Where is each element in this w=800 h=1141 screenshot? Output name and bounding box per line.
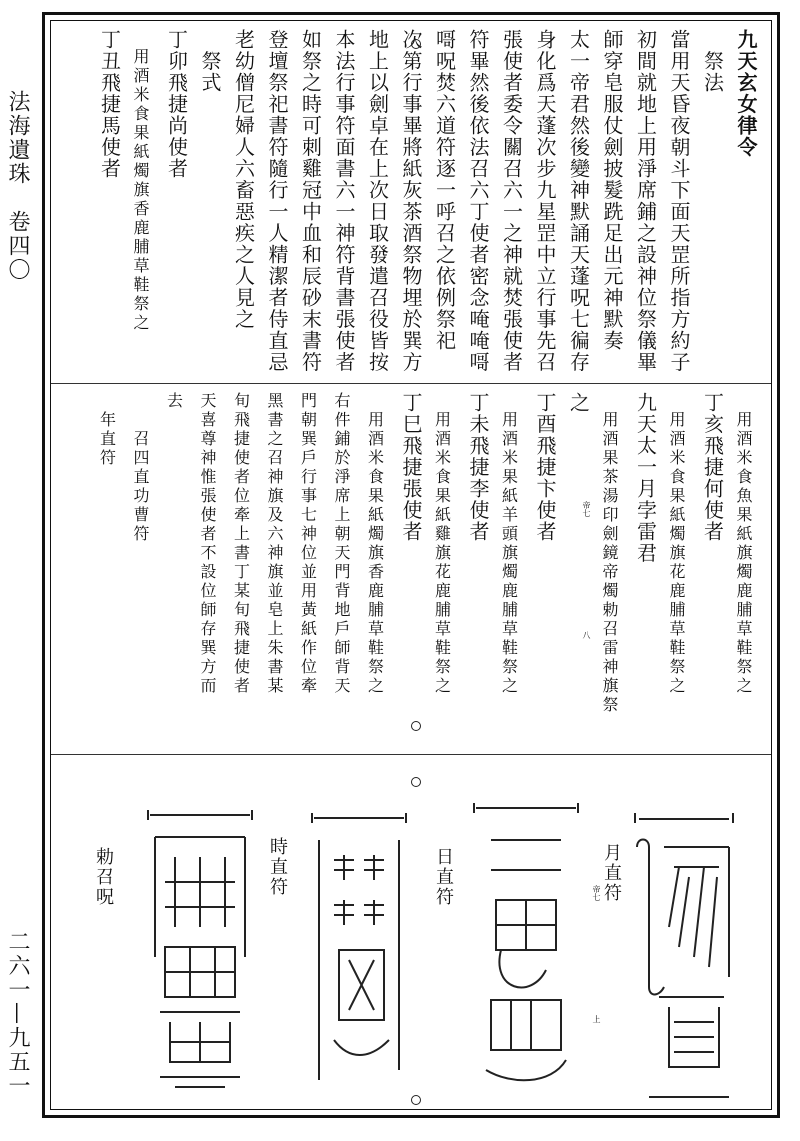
month-talisman-icon [629,807,739,1107]
section-rites [51,21,771,383]
text-column: 用酒米食果紙雞旗花鹿脯草鞋祭之 [432,392,452,696]
text-column: 如祭之時可刺雞冠中血和辰砂末書符 [298,29,323,373]
text-column: 丁卯飛捷尚使者 [164,29,189,180]
text-column: 用酒米食果紙燭旗香鹿脯草鞋祭之 [365,392,385,696]
text-column: 之 [566,392,591,414]
text-column: 用酒果茶湯印劍鏡帝燭勅召雷神旗祭 [600,392,619,715]
section-talismans [51,755,771,1115]
text-column: 丁未飛捷李使者 [466,392,490,543]
text-column: 祭式 [198,29,222,94]
text-column: 符畢然後依法召六丁使者密念唵唵𠹭 [466,29,490,373]
page-frame [42,12,780,1118]
text-column: 登壇祭祀書符隨行一人精潔者侍直忌 [265,29,289,373]
section-offerings [51,384,771,754]
text-column: 九天玄女律令 [734,29,758,158]
text-column: 師穿皂服仗劍披髮跣足出元神默奏 [600,29,624,352]
hour-talisman-icon [309,810,409,1090]
circle-mark [411,1095,421,1105]
text-column: 召四直功曹符 [131,392,150,544]
text-column: 旬飛捷使者位牽上書丁某旬飛捷使者 [231,392,251,696]
text-column: 門朝巽戶行事七神位並用黃紙作位牽 [298,392,318,696]
text-column: 張使者委令關召六一之神就焚張使者 [499,29,524,373]
small-mark: 帝七 [592,885,601,901]
text-column: 丁丑飛捷馬使者 [97,29,122,180]
text-column: 次第行事畢將紙灰茶酒祭物埋於巽方 [399,29,423,373]
page-frame-inner [50,20,772,1110]
text-column: 老幼僧尼婦人六畜惡疾之人見之 [231,29,256,330]
text-column: 丁巳飛捷張使者 [399,392,423,543]
text-column: 初間就地上用淨席鋪之設神位祭儀畢 [633,29,658,373]
text-column: 天喜尊神惟張使者不設位師存巽方而 [198,392,217,696]
text-column: 𠹭呪焚六道符逐一呼召之依例祭祀 [432,29,457,352]
month-talisman-label: 月直符 [601,843,622,903]
text-column: 丁酉飛捷卞使者 [533,392,557,543]
text-column: 祭法 [700,29,725,94]
text-column: 年直符 [97,392,117,468]
text-column: 用酒米食果紙燭旗香鹿脯草鞋祭之 [131,29,150,333]
text-column: 用酒米果紙羊頭旗燭鹿脯草鞋祭之 [499,392,519,696]
summon-talisman-icon [145,807,255,1097]
circle-mark [411,777,421,787]
small-mark: 帝七 [582,501,591,517]
circle-mark [411,721,421,731]
page-number: 二六一—九五一 [5,930,30,1098]
text-column: 右件鋪於淨席上朝天門背地戶師背天 [332,392,351,696]
small-mark: 八 [582,631,591,639]
text-column: 當用天昏夜朝斗下面天罡所指方約子 [667,29,691,373]
text-column: 太一帝君然後變神默誦天蓬呪七徧存 [566,29,591,373]
text-column: 九天太一月孛雷君 [633,392,658,564]
text-column: 用酒米食果紙燭旗花鹿脯草鞋祭之 [667,392,686,696]
day-talisman-label: 日直符 [433,847,454,907]
text-column: 地上以劍卓在上次日取發遣召役皆按 [365,29,390,373]
hour-talisman-label: 時直符 [267,837,288,897]
book-title: 法海遺珠 卷四〇 [5,90,30,282]
text-column: 黑書之召神旗及六神旗並皂上朱書某 [265,392,284,696]
summon-talisman-label: 勅召呪 [93,847,114,907]
text-column: 用酒米食魚果紙旗燭鹿脯草鞋祭之 [734,392,753,696]
text-column: 身化爲天蓬次步九星罡中立行事先召 [533,29,557,373]
circle-mark [411,39,421,49]
day-talisman-icon [471,800,581,1090]
text-column: 本法行事符面書六一神符背書張使者 [332,29,356,373]
text-column: 去 [164,392,184,411]
small-mark: 上 [592,1015,601,1023]
text-column: 丁亥飛捷何使者 [700,392,725,543]
